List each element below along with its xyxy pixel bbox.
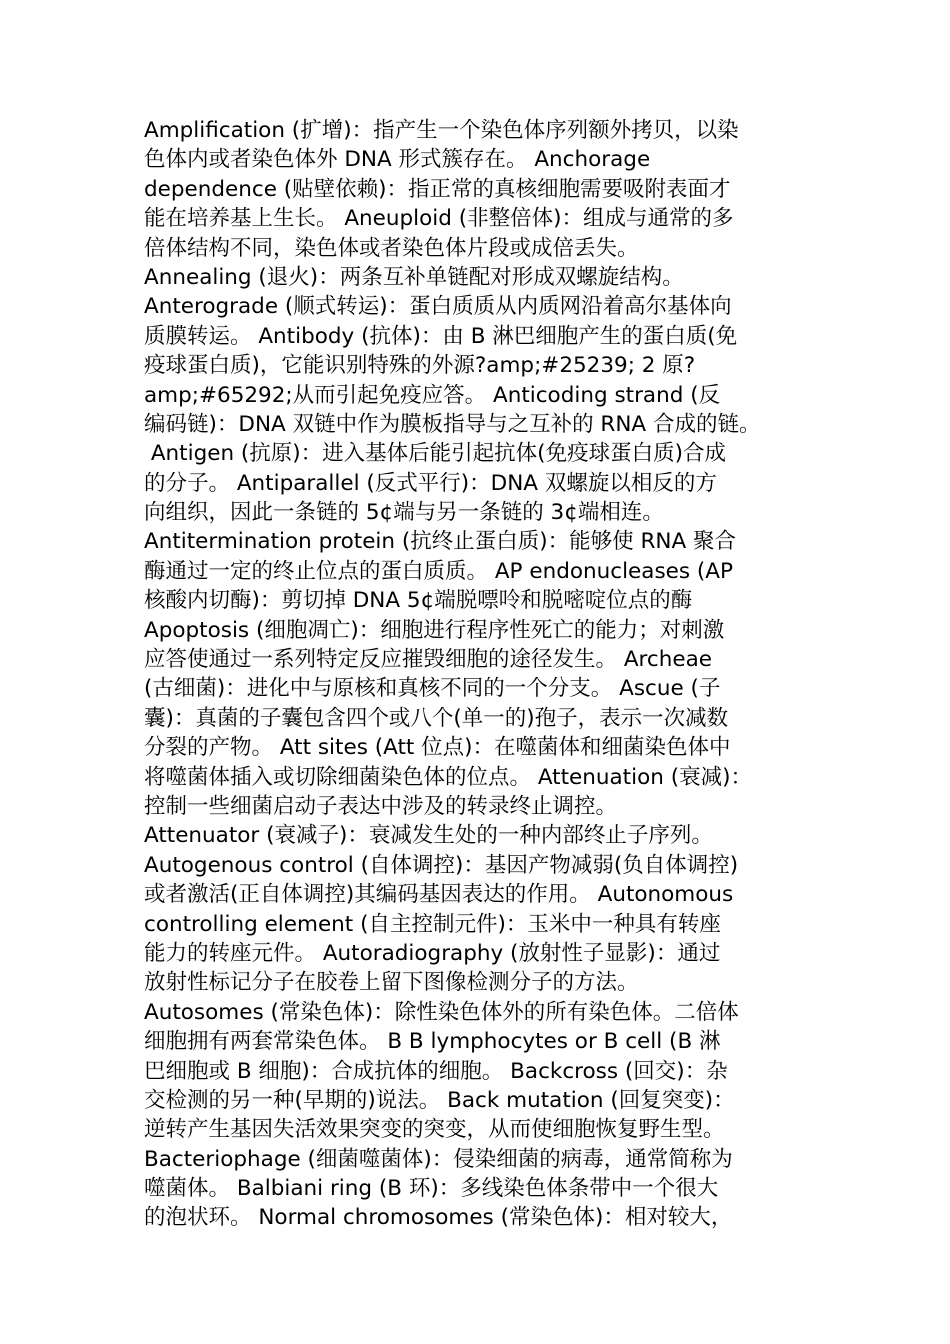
text-line: 能力的转座元件。 Autoradiography (放射性子显影)：通过 — [144, 940, 721, 966]
text-line: 噬菌体。 Balbiani ring (B 环)：多线染色体条带中一个很大 — [144, 1176, 719, 1202]
glossary-text — [144, 116, 844, 1233]
text-line: Anterograde (顺式转运)：蛋白质质从内质网沿着高尔基体向 — [144, 294, 732, 320]
text-line: 逆转产生基因失活效果突变的突变，从而使细胞恢复野生型。 — [144, 1117, 725, 1143]
text-line: Apoptosis (细胞凋亡)：细胞进行程序性死亡的能力；对刺激 — [144, 617, 725, 643]
text-line: 囊)：真菌的子囊包含四个或八个(单一的)孢子，表示一次减数 — [144, 705, 729, 731]
text-line: 核酸内切酶)：剪切掉 DNA 5¢端脱嘌呤和脱嘧啶位点的酶 — [144, 588, 693, 614]
text-line: 放射性标记分子在胶卷上留下图像检测分子的方法。 — [144, 970, 639, 996]
text-line: Autogenous control (自体调控)：基因产物减弱(负自体调控) — [144, 852, 739, 878]
text-line: 的分子。 Antiparallel (反式平行)：DNA 双螺旋以相反的方 — [144, 470, 717, 496]
text-line: amp;#65292;从而引起免疫应答。 Anticoding strand (反 — [144, 382, 721, 408]
text-line: (古细菌)：进化中与原核和真核不同的一个分支。 Ascue (子 — [144, 676, 721, 702]
text-line: 酶通过一定的终止位点的蛋白质质。 AP endonucleases (AP — [144, 558, 733, 584]
text-line: dependence (贴壁依赖)：指正常的真核细胞需要吸附表面才 — [144, 176, 731, 202]
text-line: Bacteriophage (细菌噬菌体)：侵染细菌的病毒，通常简称为 — [144, 1146, 733, 1172]
text-line: 向组织，因此一条链的 5¢端与另一条链的 3¢端相连。 — [144, 500, 664, 526]
text-line: Amplification (扩增)：指产生一个染色体序列额外拷贝，以染 — [144, 118, 739, 143]
text-line: Antitermination protein (抗终止蛋白质)：能够使 RNA 聚合 — [144, 529, 737, 555]
text-line: 疫球蛋白质)，它能识别特殊的外源?amp;#25239; 2 原? — [144, 353, 696, 379]
text-line: 能在培养基上生长。 Aneuploid (非整倍体)：组成与通常的多 — [144, 206, 734, 232]
text-line: 色体内或者染色体外 DNA 形式簇存在。 Anchorage — [144, 147, 651, 173]
text-line: 细胞拥有两套常染色体。 B B lymphocytes or B cell (B 淋 — [144, 1029, 721, 1055]
text-line: controlling element (自主控制元件)：玉米中一种具有转座 — [144, 911, 721, 937]
text-line: 应答使通过一系列特定反应摧毁细胞的途径发生。 Archeae — [144, 647, 712, 673]
text-line: 质膜转运。 Antibody (抗体)：由 B 淋巴细胞产生的蛋白质(免 — [144, 323, 738, 349]
text-line: 分裂的产物。 Att sites (Att 位点)：在噬菌体和细菌染色体中 — [144, 735, 731, 761]
text-line: Autosomes (常染色体)：除性染色体外的所有染色体。二倍体 — [144, 999, 739, 1025]
text-line: 倍体结构不同，染色体或者染色体片段或成倍丢失。 — [144, 235, 639, 261]
text-line: 交检测的另一种(早期的)说法。 Back mutation (回复突变)： — [144, 1087, 735, 1113]
text-line: 将噬菌体插入或切除细菌染色体的位点。 Attenuation (衰减)： — [144, 764, 752, 790]
text-line: 的泡状环。 Normal chromosomes (常染色体)：相对较大， — [144, 1205, 733, 1231]
text-line: 控制一些细菌启动子表达中涉及的转录终止调控。 — [144, 793, 618, 819]
text-line: Attenuator (衰减子)：衰减发生处的一种内部终止子序列。 — [144, 823, 713, 849]
text-line: 编码链)：DNA 双链中作为膜板指导与之互补的 RNA 合成的链。 — [144, 411, 761, 437]
text-line: Antigen (抗原)：进入基体后能引起抗体(免疫球蛋白质)合成 — [144, 441, 726, 467]
text-line: 或者激活(正自体调控)其编码基因表达的作用。 Autonomous — [144, 882, 734, 908]
text-line: 巴细胞或 B 细胞)：合成抗体的细胞。 Backcross (回交)：杂 — [144, 1058, 728, 1084]
text-line: Annealing (退火)：两条互补单链配对形成双螺旋结构。 — [144, 264, 684, 290]
